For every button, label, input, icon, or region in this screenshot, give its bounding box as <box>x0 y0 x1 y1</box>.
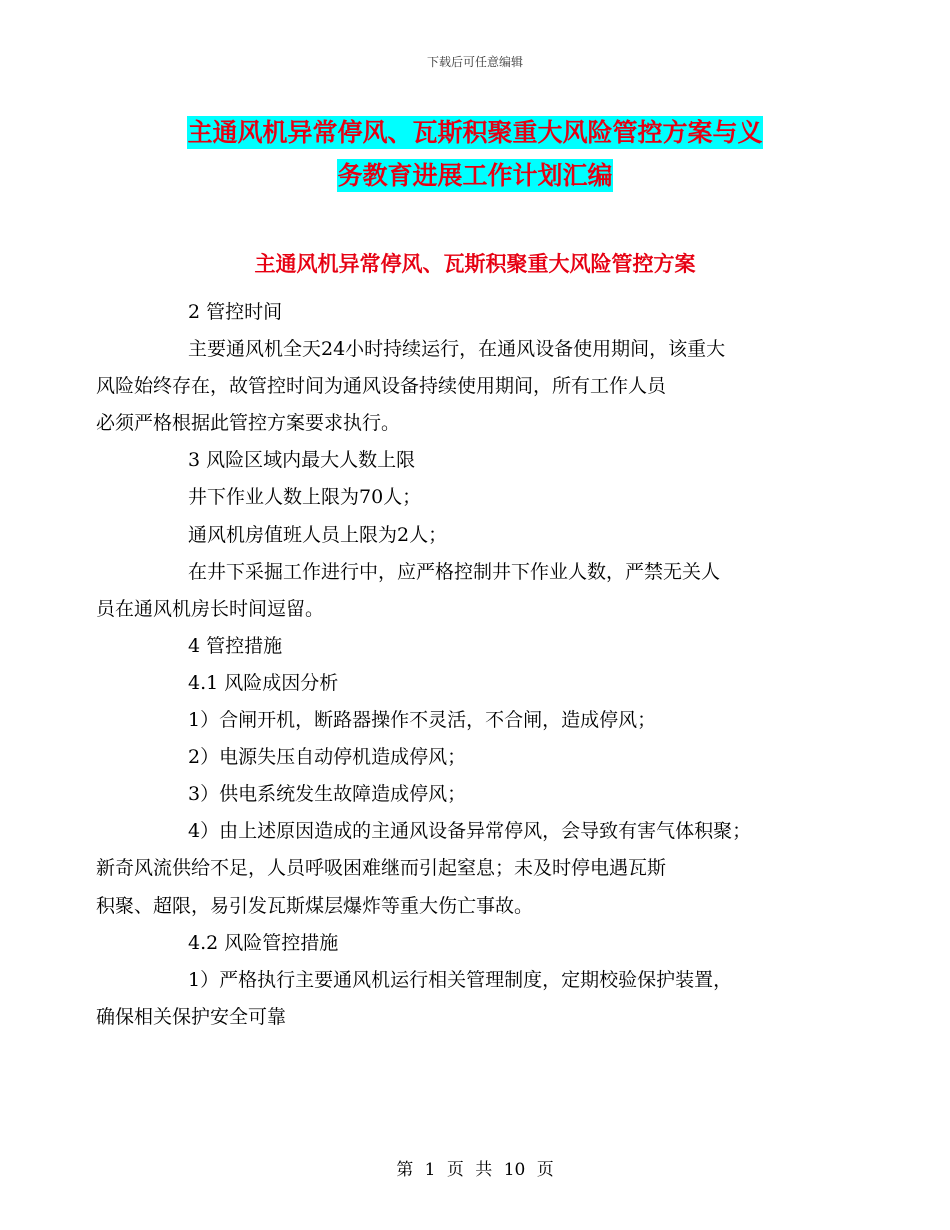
paragraph <box>142 479 822 516</box>
paragraph <box>142 776 822 813</box>
paragraph-line: 2）电源失压自动停机造成停风； <box>188 746 467 769</box>
section-title: 主通风机异常停风、瓦斯积聚重大风险管控方案 <box>254 251 696 276</box>
paragraph-line: 4 管控措施 <box>188 634 283 657</box>
paragraph-line: 主要通风机全天24小时持续运行，在通风设备使用期间，该重大 <box>188 338 726 361</box>
document-title-line-1 <box>0 113 950 149</box>
paragraph-line: 员在通风机房长时间逗留。 <box>96 597 325 620</box>
paragraph <box>142 294 822 331</box>
header-note: 下载后可任意编辑 <box>426 55 523 69</box>
paragraph <box>142 925 822 962</box>
paragraph-line: 井下作业人数上限为70人； <box>188 486 422 509</box>
paragraph <box>96 813 822 924</box>
paragraph <box>142 702 822 739</box>
paragraph-line: 风险始终存在，故管控时间为通风设备持续使用期间，所有工作人员 <box>96 375 667 398</box>
paragraph <box>96 331 822 442</box>
paragraph-line: 必须严格根据此管控方案要求执行。 <box>96 412 401 435</box>
paragraph-line: 确保相关保护安全可靠 <box>96 1005 287 1028</box>
document-title-line-1-text: 主通风机异常停风、瓦斯积聚重大风险管控方案与义 <box>187 118 763 147</box>
document-body <box>96 294 822 1036</box>
paragraph-line: 4.2 风险管控措施 <box>188 931 339 954</box>
paragraph-line: 3 风险区域内最大人数上限 <box>188 449 416 472</box>
paragraph <box>142 442 822 479</box>
paragraph-line: 3）供电系统发生故障造成停风； <box>188 783 467 806</box>
paragraph <box>142 739 822 776</box>
paragraph <box>142 628 822 665</box>
paragraph <box>142 517 822 554</box>
paragraph <box>142 665 822 702</box>
paragraph <box>96 962 822 1036</box>
paragraph-line: 新奇风流供给不足，人员呼吸困难继而引起窒息；未及时停电遇瓦斯 <box>96 857 667 880</box>
paragraph-line: 2 管控时间 <box>188 301 283 323</box>
paragraph-line: 1）合闸开机，断路器操作不灵活，不合闸，造成停风； <box>188 709 657 732</box>
paragraph-line: 积聚、超限，易引发瓦斯煤层爆炸等重大伤亡事故。 <box>96 894 534 917</box>
paragraph-line: 在井下采掘工作进行中，应严格控制井下作业人数，严禁无关人 <box>188 560 721 583</box>
paragraph-line: 4）由上述原因造成的主通风设备异常停风，会导致有害气体积聚； <box>188 820 752 843</box>
document-title-line-2-text: 务教育进展工作计划汇编 <box>337 161 613 190</box>
paragraph <box>96 554 822 628</box>
paragraph-line: 通风机房值班人员上限为2人； <box>188 523 448 546</box>
page-footer: 第 1 页 共 10 页 <box>396 1160 554 1180</box>
document-title-line-2 <box>0 156 950 192</box>
paragraph-line: 4.1 风险成因分析 <box>188 671 339 694</box>
paragraph-line: 1）严格执行主要通风机运行相关管理制度，定期校验保护装置， <box>188 968 733 991</box>
